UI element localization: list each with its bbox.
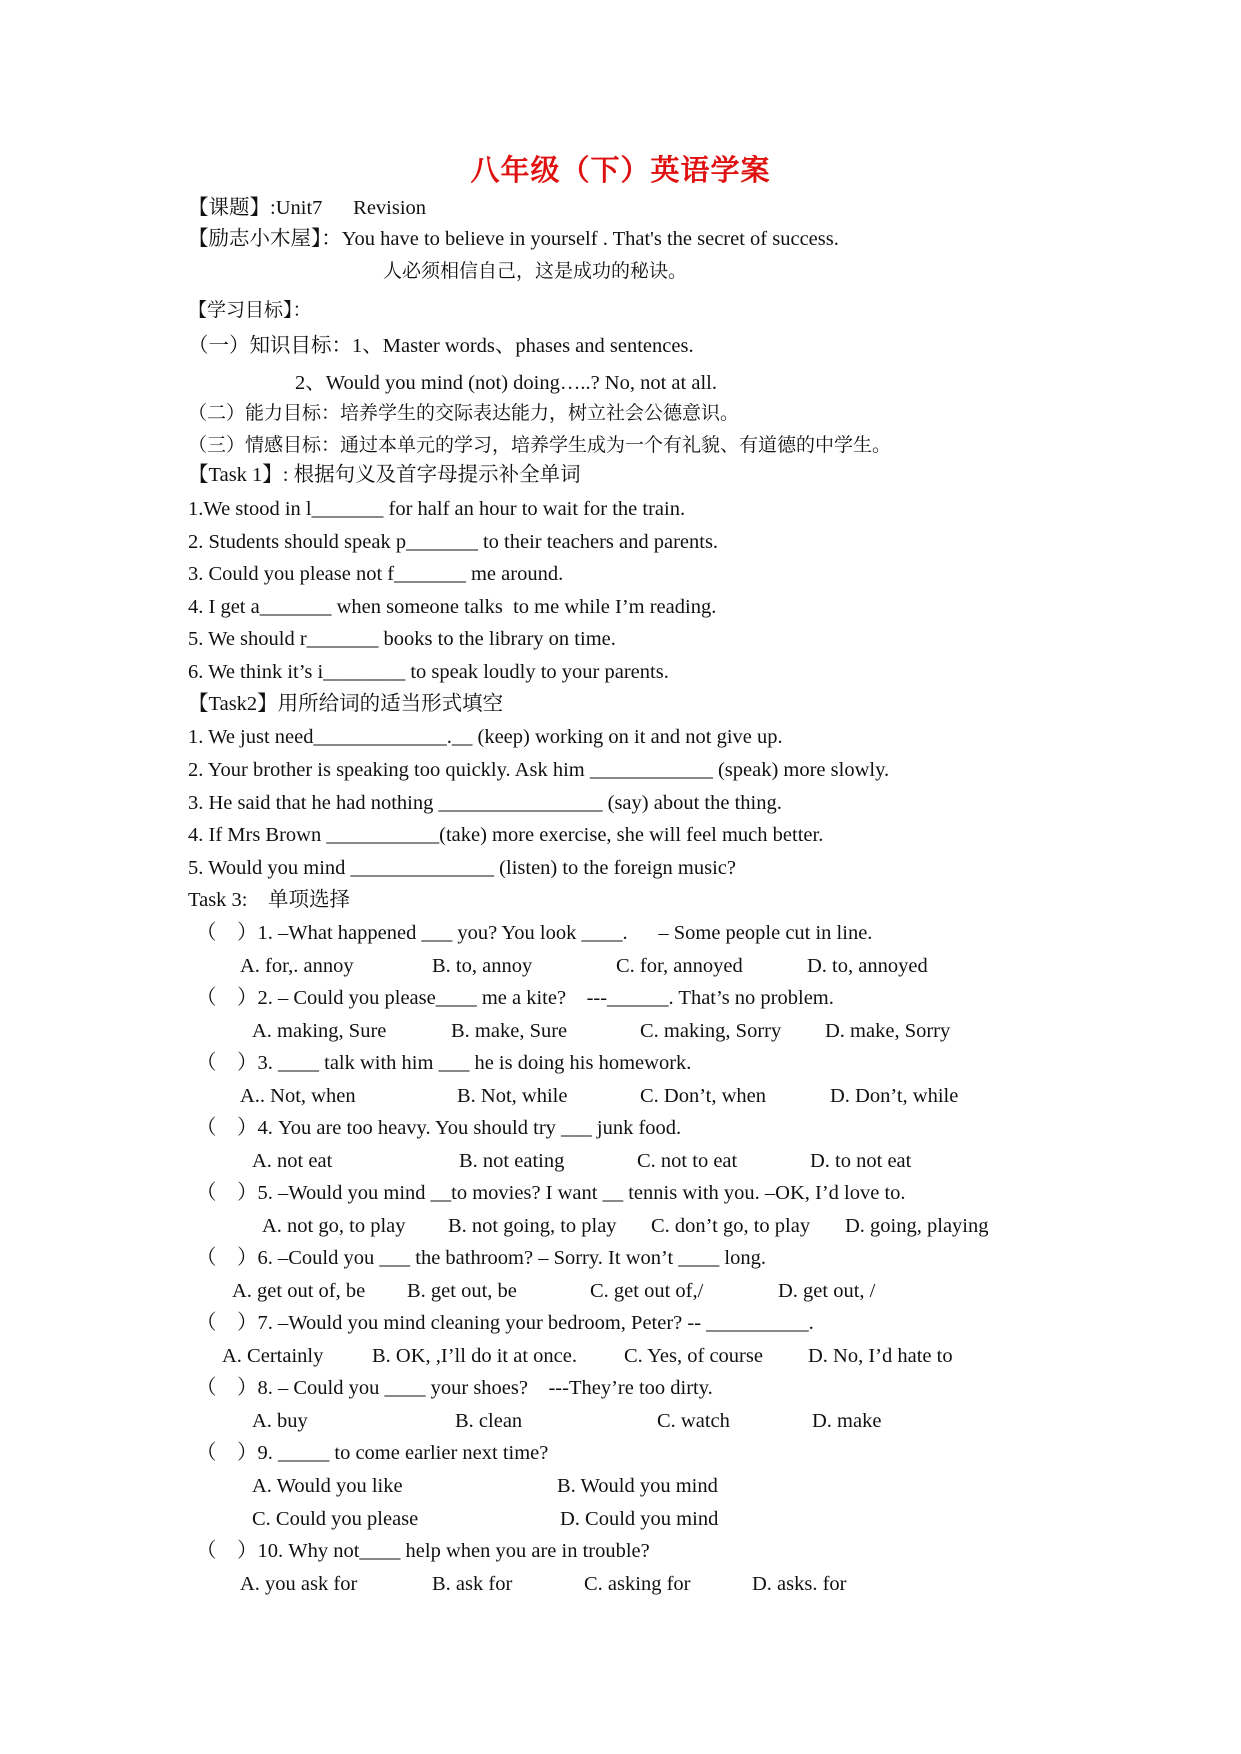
option-b: B. not going, to play <box>448 1215 617 1237</box>
option-c: C. not to eat <box>637 1150 738 1172</box>
question-stem: （ ）3. ____ talk with him ___ he is doing his homework. <box>196 1052 692 1074</box>
option-a: A. not go, to play <box>262 1215 406 1237</box>
question-stem: （ ）2. – Could you please____ me a kite? ---______. That’s no problem. <box>196 987 834 1009</box>
task2-heading: 【Task2】用所给词的适当形式填空 <box>188 693 504 715</box>
motto-english: 【励志小木屋】：You have to believe in yourself . That's the secret of success. <box>188 228 839 250</box>
option-d: D. going, playing <box>845 1215 989 1237</box>
option-d: D. to, annoyed <box>807 955 928 977</box>
option-c: C. Don’t, when <box>640 1085 767 1107</box>
option-b: B. clean <box>455 1410 523 1432</box>
emotion-goal: （三）情感目标：通过本单元的学习，培养学生成为一个有礼貌、有道德的中学生。 <box>188 434 892 456</box>
option-d: D. asks. for <box>752 1573 847 1595</box>
question-stem: （ ）4. You are too heavy. You should try ___ junk food. <box>196 1117 682 1139</box>
question-stem: （ ）7. –Would you mind cleaning your bedroom, Peter? -- __________. <box>196 1312 814 1334</box>
goals-heading: 【学习目标】： <box>188 299 312 321</box>
option-a: A. not eat <box>252 1150 333 1172</box>
option-b: B. ask for <box>432 1573 513 1595</box>
knowledge-goal-2: 2、Would you mind (not) doing…..? No, not at all. <box>295 372 717 394</box>
option-d: D. Could you mind <box>560 1508 719 1530</box>
task2-item: 4. If Mrs Brown ___________(take) more exercise, she will feel much better. <box>188 824 824 846</box>
task2-item: 3. He said that he had nothing ________________ (say) about the thing. <box>188 792 782 814</box>
question-stem: （ ）10. Why not____ help when you are in trouble? <box>196 1540 650 1562</box>
task2-item: 1. We just need_____________.__ (keep) working on it and not give up. <box>188 726 783 748</box>
option-a: A. making, Sure <box>252 1020 387 1042</box>
task1-item: 4. I get a_______ when someone talks to me while I’m reading. <box>188 596 717 618</box>
task2-item: 2. Your brother is speaking too quickly. Ask him ____________ (speak) more slowly. <box>188 759 890 781</box>
task1-item: 3. Could you please not f_______ me around. <box>188 563 564 585</box>
question-stem: （ ）5. –Would you mind __to movies? I want __ tennis with you. –OK, I’d love to. <box>196 1182 906 1204</box>
option-b: B. not eating <box>459 1150 565 1172</box>
option-b: B. make, Sure <box>451 1020 568 1042</box>
option-c: C. making, Sorry <box>640 1020 782 1042</box>
option-a: A.. Not, when <box>240 1085 356 1107</box>
option-c: C. watch <box>657 1410 730 1432</box>
task1-item: 1.We stood in l_______ for half an hour to wait for the train. <box>188 498 686 520</box>
page-title: 八年级（下）英语学案 <box>470 153 771 187</box>
option-a: A. Certainly <box>222 1345 324 1367</box>
option-c: C. Yes, of course <box>624 1345 763 1367</box>
option-c: C. get out of,/ <box>590 1280 704 1302</box>
topic-line: 【课题】:Unit7 Revision <box>188 197 427 219</box>
question-stem: （ ）1. –What happened ___ you? You look ____. – Some people cut in line. <box>196 922 873 944</box>
option-c: C. Could you please <box>252 1508 419 1530</box>
option-c: C. asking for <box>584 1573 691 1595</box>
option-d: D. No, I’d hate to <box>808 1345 953 1367</box>
option-b: B. get out, be <box>407 1280 517 1302</box>
motto-chinese: 人必须相信自己，这是成功的秘诀。 <box>383 260 688 282</box>
option-a: A. you ask for <box>240 1573 358 1595</box>
task1-item: 6. We think it’s i________ to speak loudly to your parents. <box>188 661 669 683</box>
option-a: A. for,. annoy <box>240 955 354 977</box>
option-b: B. Not, while <box>457 1085 568 1107</box>
option-d: D. make <box>812 1410 882 1432</box>
task2-item: 5. Would you mind ______________ (listen) to the foreign music? <box>188 857 736 879</box>
task3-heading: Task 3: 单项选择 <box>188 889 350 911</box>
option-a: A. buy <box>252 1410 308 1432</box>
task1-item: 5. We should r_______ books to the library on time. <box>188 628 616 650</box>
ability-goal: （二）能力目标：培养学生的交际表达能力，树立社会公德意识。 <box>188 402 740 424</box>
option-d: D. make, Sorry <box>825 1020 951 1042</box>
option-d: D. get out, / <box>778 1280 876 1302</box>
option-a: A. Would you like <box>252 1475 403 1497</box>
option-d: D. to not eat <box>810 1150 912 1172</box>
task1-item: 2. Students should speak p_______ to their teachers and parents. <box>188 531 719 553</box>
question-stem: （ ）6. –Could you ___ the bathroom? – Sorry. It won’t ____ long. <box>196 1247 766 1269</box>
option-c: C. for, annoyed <box>616 955 743 977</box>
question-stem: （ ）8. – Could you ____ your shoes? ---They’re too dirty. <box>196 1377 713 1399</box>
option-b: B. to, annoy <box>432 955 533 977</box>
option-b: B. OK, ,I’ll do it at once. <box>372 1345 577 1367</box>
option-d: D. Don’t, while <box>830 1085 959 1107</box>
task1-heading: 【Task 1】: 根据句义及首字母提示补全单词 <box>188 464 581 486</box>
question-stem: （ ）9. _____ to come earlier next time? <box>196 1442 549 1464</box>
knowledge-goal-1: （一）知识目标：1、Master words、phases and sentences. <box>188 335 694 357</box>
option-c: C. don’t go, to play <box>651 1215 811 1237</box>
option-a: A. get out of, be <box>232 1280 366 1302</box>
option-b: B. Would you mind <box>557 1475 718 1497</box>
